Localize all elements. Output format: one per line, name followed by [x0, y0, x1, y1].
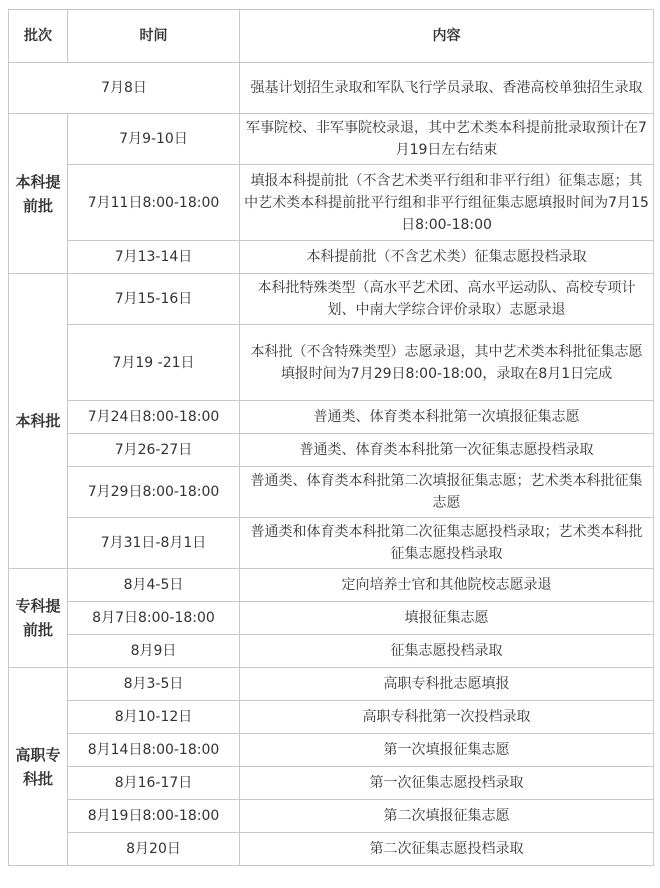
content-cell: 第二次征集志愿投档录取 [240, 833, 654, 866]
time-cell: 8月10-12日 [68, 701, 240, 734]
time-cell: 7月8日 [9, 63, 240, 114]
header-content: 内容 [240, 10, 654, 63]
time-cell: 7月31日-8月1日 [68, 518, 240, 569]
content-cell: 普通类、体育类本科批第二次填报征集志愿；艺术类本科批征集志愿 [240, 467, 654, 518]
content-cell: 填报本科提前批（不含艺术类平行组和非平行组）征集志愿；其中艺术类本科提前批平行组和非平行组征集志愿填报时间为7月15日8:00-18:00 [240, 165, 654, 241]
time-cell: 8月19日8:00-18:00 [68, 800, 240, 833]
table-row [9, 518, 654, 569]
content-cell: 定向培养士官和其他院校志愿录退 [240, 569, 654, 602]
time-cell: 8月14日8:00-18:00 [68, 734, 240, 767]
table-row [9, 325, 654, 401]
table-row [9, 165, 654, 241]
content-cell: 第二次填报征集志愿 [240, 800, 654, 833]
table-row [9, 467, 654, 518]
table-row [9, 635, 654, 668]
content-cell: 本科提前批（不含艺术类）征集志愿投档录取 [240, 241, 654, 274]
table-row [9, 668, 654, 701]
table-row [9, 274, 654, 325]
content-cell: 填报征集志愿 [240, 602, 654, 635]
time-cell: 7月19 -21日 [68, 325, 240, 401]
time-cell: 7月29日8:00-18:00 [68, 467, 240, 518]
batch-cell: 本科批 [9, 274, 68, 569]
content-cell: 第一次填报征集志愿 [240, 734, 654, 767]
time-cell: 8月7日8:00-18:00 [68, 602, 240, 635]
header-batch: 批次 [9, 10, 68, 63]
table-row [9, 401, 654, 434]
time-cell: 7月9-10日 [68, 114, 240, 165]
table-row [9, 767, 654, 800]
time-cell: 8月20日 [68, 833, 240, 866]
time-cell: 7月26-27日 [68, 434, 240, 467]
batch-cell: 本科提前批 [9, 114, 68, 274]
time-cell: 8月4-5日 [68, 569, 240, 602]
content-cell: 本科批特殊类型（高水平艺术团、高水平运动队、高校专项计划、中南大学综合评价录取）志愿录退 [240, 274, 654, 325]
table-row [9, 833, 654, 866]
admission-schedule-table [8, 9, 654, 866]
content-cell: 军事院校、非军事院校录退，其中艺术类本科提前批录取预计在7月19日左右结束 [240, 114, 654, 165]
table-header-row [9, 10, 654, 63]
table-body [9, 63, 654, 866]
table-row [9, 241, 654, 274]
header-time: 时间 [68, 10, 240, 63]
time-cell: 7月11日8:00-18:00 [68, 165, 240, 241]
time-cell: 7月13-14日 [68, 241, 240, 274]
batch-cell: 高职专科批 [9, 668, 68, 866]
content-cell: 本科批（不含特殊类型）志愿录退，其中艺术类本科批征集志愿填报时间为7月29日8:00-18:00，录取在8月1日完成 [240, 325, 654, 401]
time-cell: 8月9日 [68, 635, 240, 668]
table-row [9, 434, 654, 467]
time-cell: 7月24日8:00-18:00 [68, 401, 240, 434]
table-row [9, 701, 654, 734]
content-cell: 普通类和体育类本科批第二次征集志愿投档录取；艺术类本科批征集志愿投档录取 [240, 518, 654, 569]
time-cell: 8月16-17日 [68, 767, 240, 800]
time-cell: 8月3-5日 [68, 668, 240, 701]
table-row [9, 734, 654, 767]
content-cell: 第一次征集志愿投档录取 [240, 767, 654, 800]
time-cell: 7月15-16日 [68, 274, 240, 325]
table-row [9, 63, 654, 114]
batch-cell: 专科提前批 [9, 569, 68, 668]
content-cell: 高职专科批第一次投档录取 [240, 701, 654, 734]
table-row [9, 569, 654, 602]
content-cell: 普通类、体育类本科批第一次征集志愿投档录取 [240, 434, 654, 467]
table-row [9, 114, 654, 165]
table-row [9, 800, 654, 833]
content-cell: 普通类、体育类本科批第一次填报征集志愿 [240, 401, 654, 434]
content-cell: 征集志愿投档录取 [240, 635, 654, 668]
table-row [9, 602, 654, 635]
content-cell: 高职专科批志愿填报 [240, 668, 654, 701]
content-cell: 强基计划招生录取和军队飞行学员录取、香港高校单独招生录取 [240, 63, 654, 114]
